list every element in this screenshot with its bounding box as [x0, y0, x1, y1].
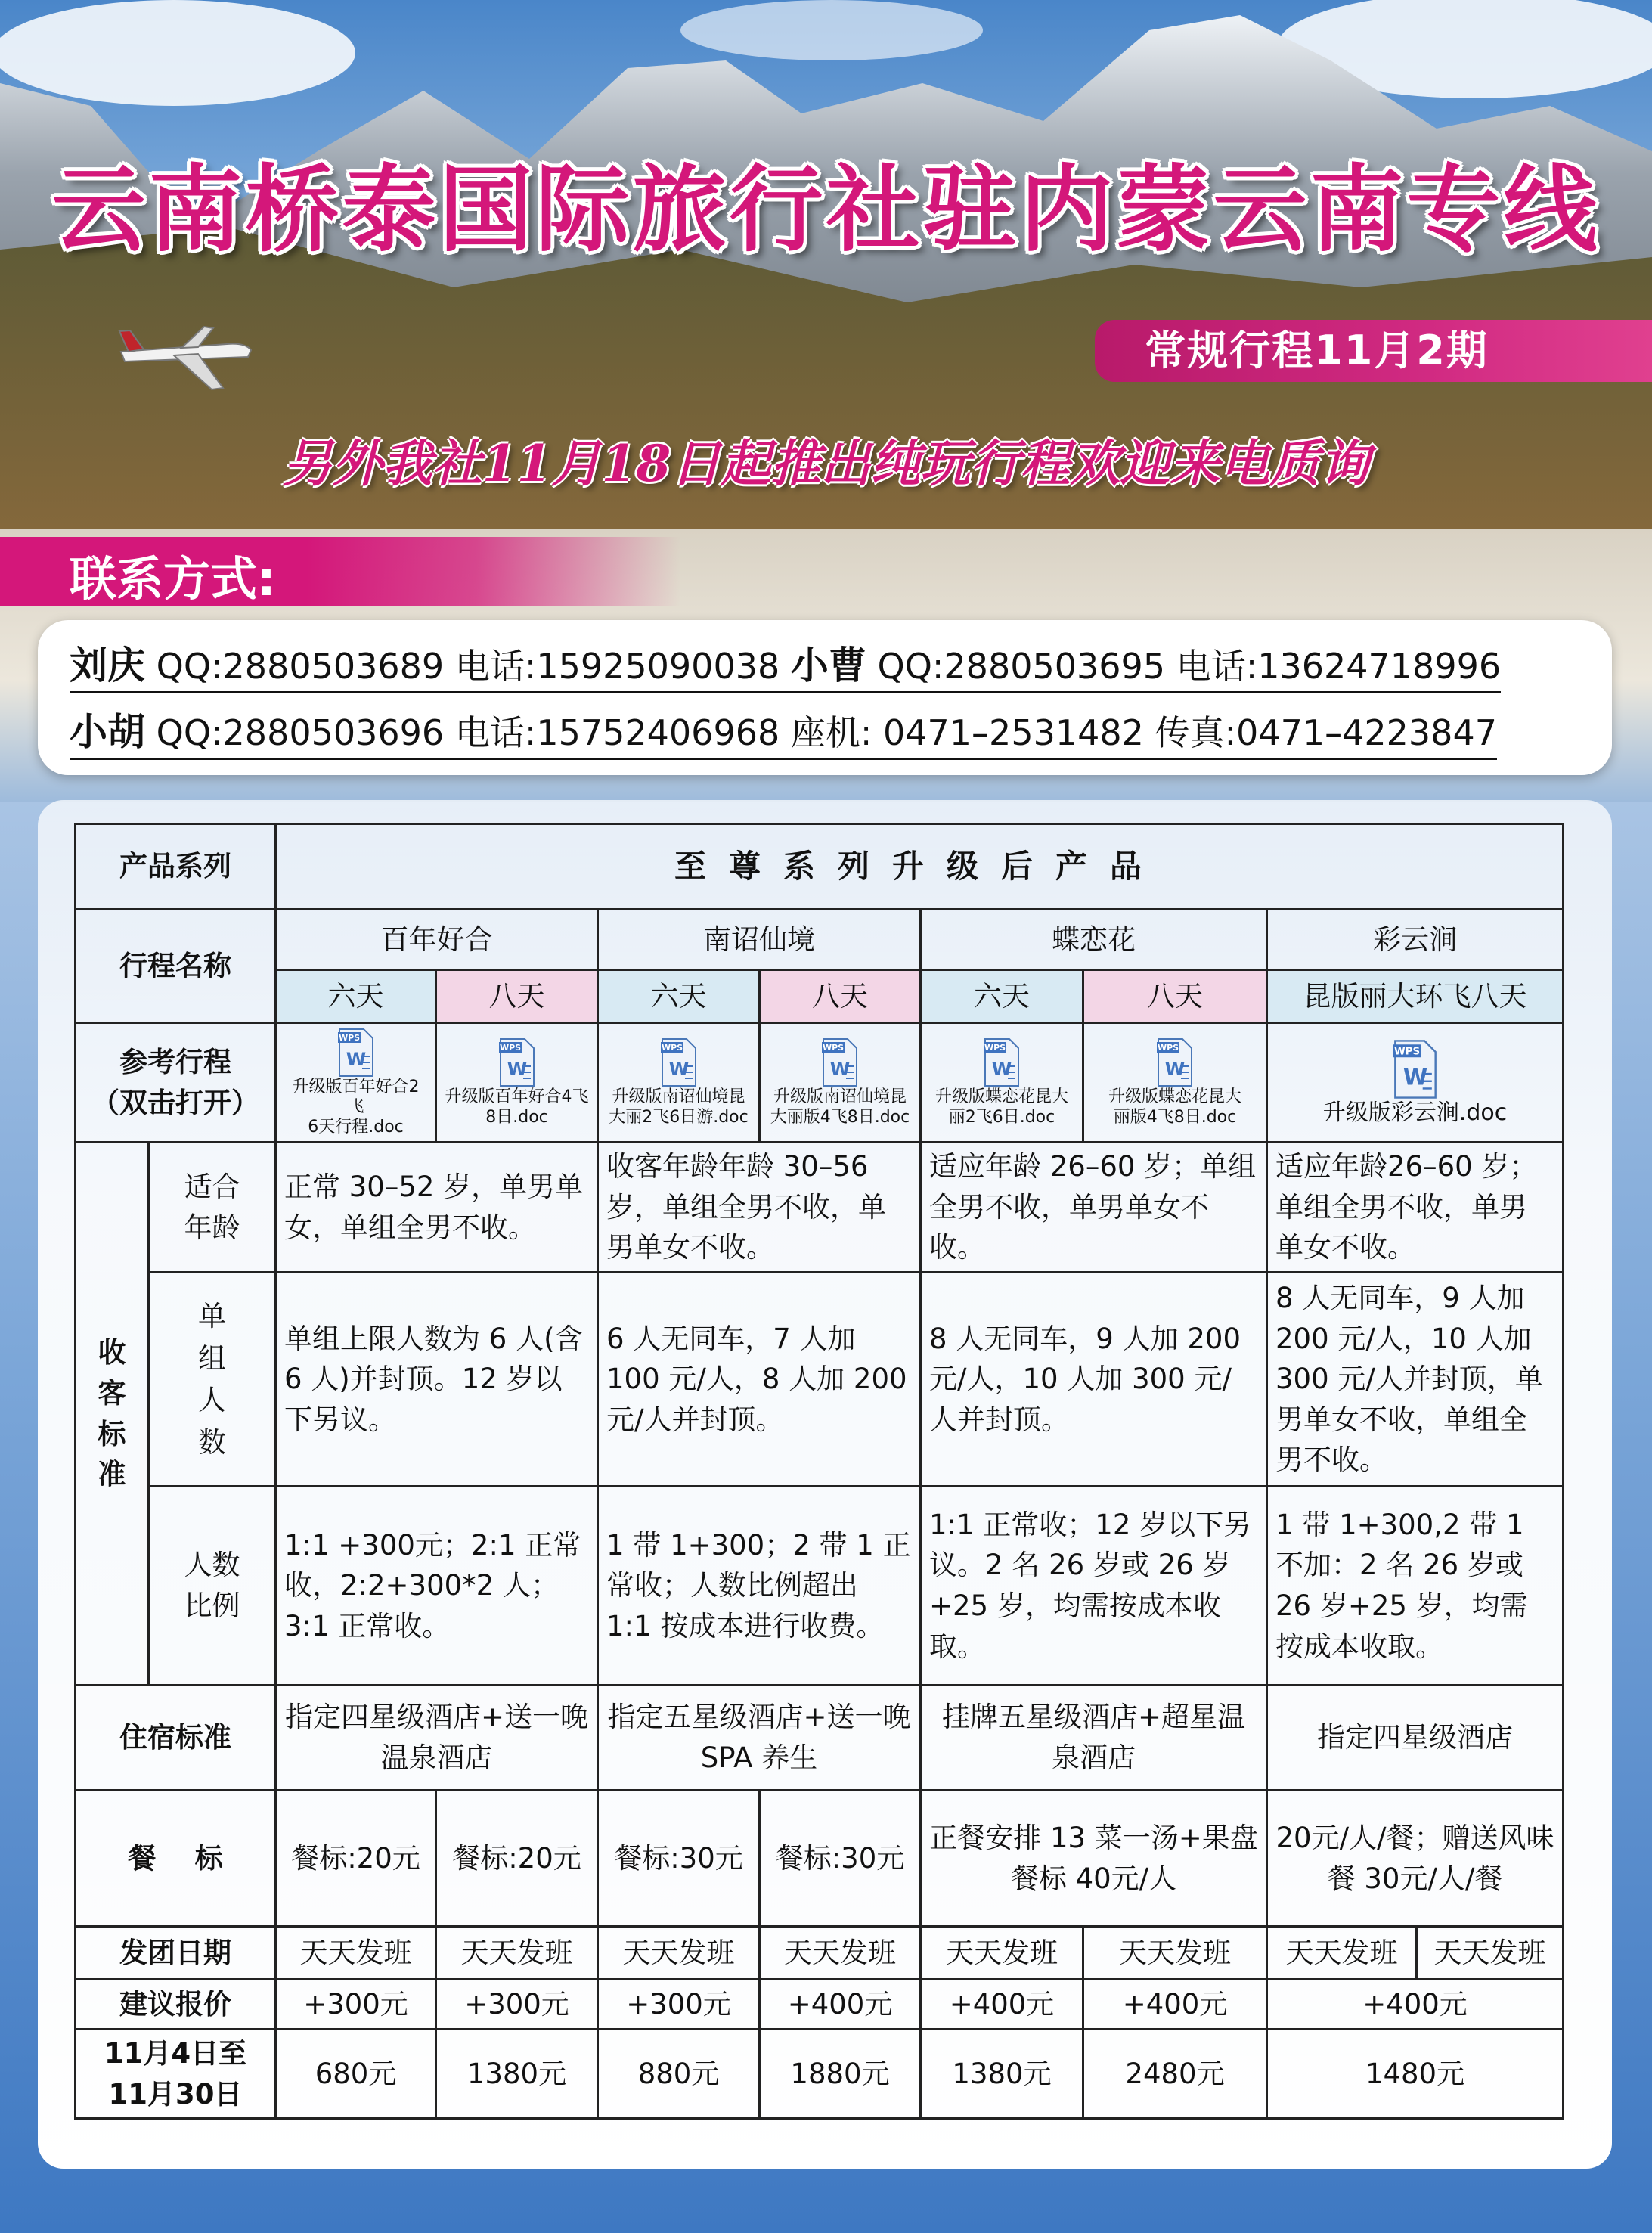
doc-icon-text: WPS [1157, 1043, 1179, 1053]
duration-cell: 六天 [598, 970, 760, 1023]
meal-cell: 正餐安排 13 菜一汤+果盘餐标 40元/人 [921, 1791, 1267, 1927]
period-badge: 常规行程11月2期 [1095, 320, 1652, 382]
route-name: 蝶恋花 [921, 910, 1267, 970]
departure-cell: 天天发班 [276, 1927, 436, 1980]
departure-label: 发团日期 [76, 1927, 276, 1980]
age-cell: 适应年龄 26–60 岁；单组全男不收，单男单女不收。 [921, 1143, 1267, 1273]
doc-filename[interactable] [935, 1087, 1068, 1127]
doc-filename-line: 升级版南诏仙境昆 [612, 1087, 745, 1107]
doc-filename[interactable] [445, 1087, 589, 1127]
table-row [76, 1273, 1564, 1487]
acceptance-label-text: 收客标准 [98, 1336, 126, 1491]
ratio-cell: 1:1 +300元；2:1 正常收，2:2+300*2 人；3:1 正常收。 [276, 1487, 598, 1686]
suggest-cell: +300元 [436, 1980, 598, 2030]
table-row [76, 1980, 1564, 2030]
ratio-label [149, 1487, 276, 1686]
svg-text:W: W [507, 1059, 527, 1081]
doc-filename-line: 丽2飞6日.doc [948, 1107, 1055, 1127]
reference-label-line: 参考行程 [119, 1045, 231, 1078]
acceptance-label [76, 1143, 149, 1686]
suggest-cell: +400元 [1083, 1980, 1267, 2030]
reference-label [76, 1023, 276, 1143]
suggest-cell: +300元 [276, 1980, 436, 2030]
route-name: 百年好合 [276, 910, 598, 970]
doc-filename-line: 升级版百年好合2飞 [292, 1077, 420, 1117]
meal-cell: 餐标:30元 [760, 1791, 921, 1927]
doc-icon-text: WPS [822, 1043, 845, 1053]
series-value: 至尊系列升级后产品 [276, 824, 1564, 910]
hotel-cell: 指定四星级酒店+送一晚温泉酒店 [276, 1686, 598, 1791]
doc-cell[interactable] [1267, 1023, 1564, 1143]
contact-name: 小胡 [70, 710, 145, 754]
table-row [76, 1927, 1564, 1980]
contact-line-1 [70, 635, 1501, 693]
doc-filename[interactable] [284, 1078, 427, 1137]
departure-cell: 天天发班 [1417, 1927, 1564, 1980]
contact-name: 小曹 [790, 644, 866, 687]
doc-filename-line: 升级版蝶恋花昆大 [1108, 1087, 1241, 1107]
doc-cell[interactable] [760, 1023, 921, 1143]
group-cell: 8 人无同车，9 人加 200 元/人，10 人加 300 元/人并封顶，单男单女不收，单组全男不收。 [1267, 1273, 1564, 1487]
wps-doc-icon[interactable] [659, 1037, 699, 1087]
table-row [76, 1023, 1564, 1143]
doc-icon-text: WPS [499, 1043, 521, 1053]
doc-filename-line: 6天行程.doc [308, 1117, 404, 1137]
meal-cell: 餐标:30元 [598, 1791, 760, 1927]
duration-cell: 六天 [276, 970, 436, 1023]
meal-cell: 餐标:20元 [436, 1791, 598, 1927]
departure-cell: 天天发班 [1267, 1927, 1417, 1980]
meal-label: 餐 标 [76, 1791, 276, 1927]
contact-details: QQ:2880503695 电话:13624718996 [866, 646, 1502, 687]
period-label [76, 2030, 276, 2119]
svg-text:W: W [1164, 1059, 1186, 1081]
contact-details: QQ:2880503696 电话:15752406968 座机: 0471–2531482 传真:0471–4223847 [145, 712, 1497, 753]
doc-cell[interactable] [436, 1023, 598, 1143]
product-table-panel [38, 800, 1612, 2169]
age-label-text: 适合年龄 [184, 1170, 240, 1244]
table-row [76, 970, 1564, 1023]
price-cell: 680元 [276, 2030, 436, 2119]
group-label [149, 1273, 276, 1487]
doc-filename-line: 大丽版4飞8日.doc [770, 1107, 910, 1127]
contact-heading-bar [0, 537, 680, 606]
route-name: 彩云涧 [1267, 910, 1564, 970]
suggest-cell: +400元 [1267, 1980, 1564, 2030]
airplane-icon [113, 318, 265, 401]
route-label: 行程名称 [76, 910, 276, 1023]
group-cell: 6 人无同车，7 人加 100 元/人，8 人加 200 元/人并封顶。 [598, 1273, 921, 1487]
svg-text:W: W [668, 1059, 689, 1081]
reference-label-hint: （双击打开） [91, 1086, 259, 1119]
doc-cell[interactable] [276, 1023, 436, 1143]
svg-text:W: W [1402, 1064, 1427, 1090]
departure-cell: 天天发班 [436, 1927, 598, 1980]
price-cell: 1380元 [436, 2030, 598, 2119]
price-cell: 1380元 [921, 2030, 1083, 2119]
doc-filename-line: 8日.doc [485, 1107, 548, 1127]
svg-text:W: W [991, 1059, 1012, 1081]
doc-cell[interactable] [921, 1023, 1083, 1143]
wps-doc-icon[interactable] [820, 1037, 860, 1087]
departure-cell: 天天发班 [1083, 1927, 1267, 1980]
suggest-cell: +400元 [921, 1980, 1083, 2030]
hotel-cell: 挂牌五星级酒店+超星温泉酒店 [921, 1686, 1267, 1791]
group-label-text: 单组人数 [198, 1300, 226, 1459]
doc-filename[interactable] [1323, 1099, 1507, 1127]
contact-box [38, 620, 1612, 775]
doc-filename-line: 升级版彩云涧.doc [1322, 1099, 1508, 1126]
doc-icon-text: WPS [984, 1043, 1006, 1053]
price-cell: 1480元 [1267, 2030, 1564, 2119]
doc-icon-text: WPS [338, 1032, 360, 1043]
hotel-label: 住宿标准 [76, 1686, 276, 1791]
duration-cell: 六天 [921, 970, 1083, 1023]
suggest-cell: +400元 [760, 1980, 921, 2030]
hotel-cell: 指定五星级酒店+送一晚SPA 养生 [598, 1686, 921, 1791]
doc-filename-line: 升级版南诏仙境昆 [773, 1087, 907, 1107]
period-label-text: 11月4日至11月30日 [104, 2036, 247, 2110]
doc-icon-text: WPS [661, 1043, 683, 1053]
table-row [76, 910, 1564, 970]
duration-cell: 八天 [1083, 970, 1267, 1023]
product-table [74, 823, 1564, 2120]
contact-name: 刘庆 [70, 644, 145, 687]
group-cell: 单组上限人数为 6 人(含 6 人)并封顶。12 岁以下另议。 [276, 1273, 598, 1487]
doc-filename-line: 升级版蝶恋花昆大 [934, 1087, 1068, 1107]
suggest-cell: +300元 [598, 1980, 760, 2030]
table-row [76, 824, 1564, 910]
doc-cell[interactable] [1083, 1023, 1267, 1143]
duration-cell: 八天 [436, 970, 598, 1023]
svg-text:W: W [346, 1048, 366, 1070]
price-cell: 880元 [598, 2030, 760, 2119]
table-row [76, 1791, 1564, 1927]
subtitle-notice: 另外我社11月18日起推出纯玩行程欢迎来电质询 [282, 434, 1370, 493]
age-cell: 正常 30–52 岁，单男单女，单组全男不收。 [276, 1143, 598, 1273]
age-cell: 收客年龄年龄 30–56 岁，单组全男不收，单男单女不收。 [598, 1143, 921, 1273]
ratio-label-text: 人数比例 [184, 1549, 240, 1622]
table-row [76, 1143, 1564, 1273]
departure-cell: 天天发班 [598, 1927, 760, 1980]
table-row [76, 2030, 1564, 2119]
doc-filename[interactable] [609, 1087, 749, 1127]
doc-filename[interactable] [1108, 1087, 1241, 1127]
table-row [76, 1487, 1564, 1686]
doc-cell[interactable] [598, 1023, 760, 1143]
hotel-cell: 指定四星级酒店 [1267, 1686, 1564, 1791]
ratio-cell: 1 带 1+300；2 带 1 正常收；人数比例超出 1:1 按成本进行收费。 [598, 1487, 921, 1686]
group-cell: 8 人无同车，9 人加 200 元/人，10 人加 300 元/人并封顶。 [921, 1273, 1267, 1487]
route-name: 南诏仙境 [598, 910, 921, 970]
price-cell: 2480元 [1083, 2030, 1267, 2119]
page-title: 云南桥泰国际旅行社驻内蒙云南专线 [51, 156, 1601, 265]
contact-heading: 联系方式: [70, 551, 276, 606]
wps-doc-icon[interactable] [1391, 1039, 1440, 1099]
contact-line-2 [70, 702, 1497, 760]
duration-cell: 昆版丽大环飞八天 [1267, 970, 1564, 1023]
wps-doc-icon[interactable] [336, 1028, 376, 1078]
ratio-cell: 1 带 1+300,2 带 1 不加：2 名 26 岁或 26 岁+25 岁，均需按成本收取。 [1267, 1487, 1564, 1686]
doc-filename[interactable] [770, 1087, 910, 1127]
wps-doc-icon[interactable] [982, 1037, 1021, 1087]
meal-cell: 餐标:20元 [276, 1791, 436, 1927]
price-cell: 1880元 [760, 2030, 921, 2119]
age-label [149, 1143, 276, 1273]
doc-icon-text: WPS [1393, 1046, 1420, 1058]
departure-cell: 天天发班 [921, 1927, 1083, 1980]
meal-cell: 20元/人/餐；赠送风味餐 30元/人/餐 [1267, 1791, 1564, 1927]
contact-details: QQ:2880503689 电话:15925090038 [145, 646, 791, 687]
doc-filename-line: 大丽2飞6日游.doc [609, 1107, 749, 1127]
duration-cell: 八天 [760, 970, 921, 1023]
ratio-cell: 1:1 正常收；12 岁以下另议。2 名 26 岁或 26 岁+25 岁，均需按成本收取。 [921, 1487, 1267, 1686]
suggest-label: 建议报价 [76, 1980, 276, 2030]
age-cell: 适应年龄26–60 岁；单组全男不收，单男单女不收。 [1267, 1143, 1564, 1273]
departure-cell: 天天发班 [760, 1927, 921, 1980]
table-row [76, 1686, 1564, 1791]
wps-doc-icon[interactable] [1155, 1037, 1195, 1087]
series-label: 产品系列 [76, 824, 276, 910]
doc-filename-line: 丽版4飞8日.doc [1113, 1107, 1237, 1127]
svg-text:W: W [829, 1059, 851, 1081]
wps-doc-icon[interactable] [497, 1037, 537, 1087]
doc-filename-line: 升级版百年好合4飞 [445, 1087, 589, 1107]
